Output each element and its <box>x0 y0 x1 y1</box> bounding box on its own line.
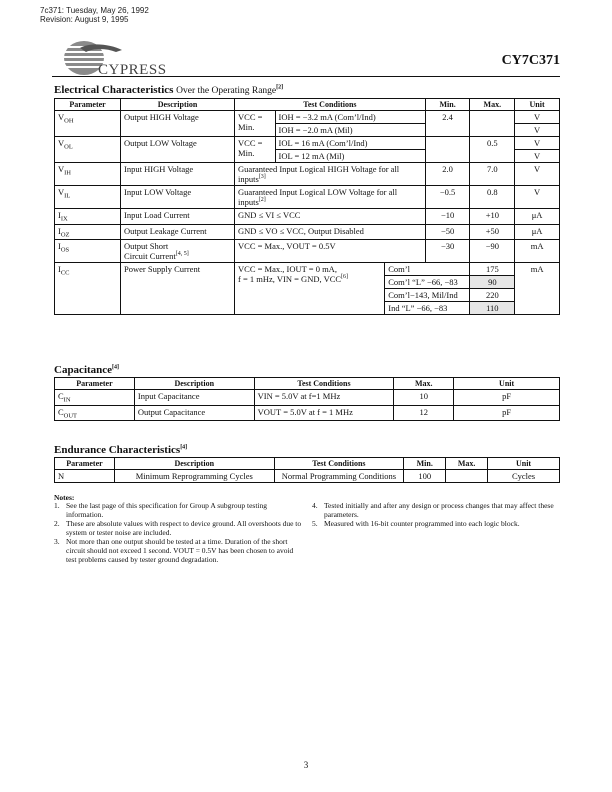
endurance-table <box>54 457 560 483</box>
cond-cell: IOH = −3.2 mA (Com’l/Ind) <box>275 111 425 124</box>
note-item: 4. Tested initially and after any design or process changes that may affect these parameters. <box>312 501 554 519</box>
cond-cell: VOUT = 5.0V at f = 1 MHz <box>254 405 394 421</box>
param-cell: $V_{IL}$ <box>55 186 121 209</box>
desc-cell: Output Capacitance <box>134 405 254 421</box>
note-item: 1. See the last page of this specification for Group A subgroup testing information. <box>54 501 268 519</box>
icc-sub-label: Ind “L” −66, −83 <box>385 302 470 315</box>
cond-cell: Guaranteed Input Logical LOW Voltage for all inputs[2] <box>235 186 426 209</box>
desc-cell: Input Load Current <box>121 209 235 225</box>
param-cell: N <box>55 470 115 483</box>
desc-cell: Power Supply Current <box>121 263 235 315</box>
electrical-title <box>54 84 283 96</box>
max-cell: +50 <box>470 224 515 240</box>
table-row <box>55 163 560 186</box>
min-cell: −50 <box>425 224 470 240</box>
table-row <box>55 405 560 421</box>
col-min: Min. <box>404 458 446 470</box>
col-description: Description <box>114 458 274 470</box>
param-cell: $V_{IH}$ <box>55 163 121 186</box>
electrical-subtitle: Over the Operating Range <box>176 86 277 96</box>
header-rule <box>52 76 560 77</box>
col-max: Max. <box>446 458 488 470</box>
table-row <box>55 186 560 209</box>
col-parameter: Parameter <box>55 458 115 470</box>
note-item: 5. Measured with 16-bit counter programmed into each logic block. <box>312 519 520 529</box>
col-unit: Unit <box>488 458 560 470</box>
table-row <box>55 111 560 124</box>
max-cell: −90 <box>470 240 515 263</box>
max-cell: 12 <box>394 405 454 421</box>
min-cell: −10 <box>425 209 470 225</box>
table-row <box>55 137 560 150</box>
table-header-row <box>55 378 560 390</box>
unit-cell: mA <box>515 263 560 315</box>
unit-cell: V <box>515 150 560 163</box>
endurance-note-ref: [4] <box>180 444 188 451</box>
col-description: Description <box>134 378 254 390</box>
cond-cell: VCC = Max., IOUT = 0 mA, f = 1 mHz, VIN = GND, VCC[6] <box>235 263 385 315</box>
date-line: 7c371: Tuesday, May 26, 1992 <box>40 6 149 15</box>
capacitance-title-text: Capacitance <box>54 364 113 376</box>
electrical-note-ref: [2] <box>276 84 284 91</box>
endurance-title <box>54 444 187 456</box>
desc-cell: Output LOW Voltage <box>121 137 235 163</box>
min-cell: 2.0 <box>425 163 470 186</box>
icc-sub-label: Com’l <box>385 263 470 276</box>
max-cell: 220 <box>470 289 515 302</box>
revision-header <box>40 6 149 24</box>
min-cell: −30 <box>425 240 470 263</box>
note-item: 2. These are absolute values with respect to device ground. All overshoots due to system or tester noise are included. <box>54 519 302 537</box>
unit-cell: V <box>515 186 560 209</box>
param-cell: $I_{OS}$ <box>55 240 121 263</box>
table-row <box>55 470 560 483</box>
param-cell: $C_{OUT}$ <box>55 405 135 421</box>
col-test-conditions: Test Conditions <box>235 99 426 111</box>
col-unit: Unit <box>515 99 560 111</box>
cond-cell: IOL = 12 mA (Mil) <box>275 150 425 163</box>
electrical-title-text: Electrical Characteristics <box>54 84 174 96</box>
notes-right <box>312 502 560 530</box>
col-unit: Unit <box>454 378 560 390</box>
col-test-conditions: Test Conditions <box>254 378 394 390</box>
cond-a-cell: VCC = Min. <box>235 137 275 163</box>
cond-cell: VIN = 5.0V at f=1 MHz <box>254 390 394 406</box>
cond-cell: Guaranteed Input Logical HIGH Voltage for all inputs[3] <box>235 163 426 186</box>
param-cell: $C_{IN}$ <box>55 390 135 406</box>
part-number: CY7C371 <box>501 53 560 68</box>
table-header-row <box>55 458 560 470</box>
max-cell <box>446 470 488 483</box>
col-test-conditions: Test Conditions <box>274 458 404 470</box>
notes-title: Notes: <box>54 493 75 502</box>
table-row <box>55 209 560 225</box>
param-cell: $I_{CC}$ <box>55 263 121 315</box>
desc-cell: Output HIGH Voltage <box>121 111 235 137</box>
logo-text: CYPRESS <box>98 62 167 78</box>
endurance-title-text: Endurance Characteristics <box>54 444 181 456</box>
max-cell: 7.0 <box>470 163 515 186</box>
page-number: 3 <box>303 760 309 770</box>
max-cell: 0.5 <box>470 137 515 163</box>
unit-cell: pF <box>454 390 560 406</box>
table-row <box>55 224 560 240</box>
max-cell: 175 <box>470 263 515 276</box>
electrical-table <box>54 98 560 315</box>
unit-cell: μA <box>515 224 560 240</box>
table-row <box>55 263 560 276</box>
max-cell <box>470 111 515 137</box>
min-cell: 2.4 <box>425 111 470 137</box>
unit-cell: pF <box>454 405 560 421</box>
param-cell: $I_{OZ}$ <box>55 224 121 240</box>
cypress-logo <box>60 38 180 80</box>
col-max: Max. <box>394 378 454 390</box>
unit-cell: V <box>515 111 560 124</box>
unit-cell: Cycles <box>488 470 560 483</box>
desc-cell: Minimum Reprogramming Cycles <box>114 470 274 483</box>
unit-cell: V <box>515 163 560 186</box>
icc-sub-label: Com’l−143, Mil/Ind <box>385 289 470 302</box>
col-parameter: Parameter <box>55 99 121 111</box>
desc-cell: Input Capacitance <box>134 390 254 406</box>
icc-sub-label: Com’l “L” −66, −83 <box>385 276 470 289</box>
cond-cell: GND ≤ VO ≤ VCC, Output Disabled <box>235 224 426 240</box>
max-cell: 90 <box>470 276 515 289</box>
cond-cell: IOL = 16 mA (Com’l/Ind) <box>275 137 425 150</box>
desc-cell: Output Leakage Current <box>121 224 235 240</box>
min-cell: 100 <box>404 470 446 483</box>
cond-a-cell: VCC = Min. <box>235 111 275 137</box>
unit-cell: V <box>515 137 560 150</box>
col-parameter: Parameter <box>55 378 135 390</box>
unit-cell: mA <box>515 240 560 263</box>
notes-left <box>54 502 302 565</box>
capacitance-note-ref: [4] <box>112 364 120 371</box>
min-cell <box>425 137 470 163</box>
min-cell: −0.5 <box>425 186 470 209</box>
cond-cell: VCC = Max., VOUT = 0.5V <box>235 240 426 263</box>
max-cell: 0.8 <box>470 186 515 209</box>
capacitance-table <box>54 377 560 421</box>
cond-cell: GND ≤ VI ≤ VCC <box>235 209 426 225</box>
table-header-row <box>55 99 560 111</box>
col-min: Min. <box>425 99 470 111</box>
cond-cell: Normal Programming Conditions <box>274 470 404 483</box>
desc-cell: Output Short Circuit Current[4, 5] <box>121 240 235 263</box>
unit-cell: V <box>515 124 560 137</box>
cond-cell: IOH = −2.0 mA (Mil) <box>275 124 425 137</box>
param-cell: $V_{OH}$ <box>55 111 121 137</box>
max-cell: +10 <box>470 209 515 225</box>
max-cell: 10 <box>394 390 454 406</box>
param-cell: $V_{OL}$ <box>55 137 121 163</box>
desc-cell: Input LOW Voltage <box>121 186 235 209</box>
param-cell: $I_{IX}$ <box>55 209 121 225</box>
table-row <box>55 390 560 406</box>
unit-cell: μA <box>515 209 560 225</box>
col-description: Description <box>121 99 235 111</box>
note-item: 3. Not more than one output should be tested at a time. Duration of the short circuit should not exceed 1 second. VOUT = 0.5V has been chosen to avoid test problems caused by tester ground degradation. <box>54 537 294 564</box>
capacitance-title <box>54 364 119 376</box>
revision-line: Revision: August 9, 1995 <box>40 15 129 24</box>
table-row <box>55 240 560 263</box>
col-max: Max. <box>470 99 515 111</box>
max-cell: 110 <box>470 302 515 315</box>
desc-cell: Input HIGH Voltage <box>121 163 235 186</box>
